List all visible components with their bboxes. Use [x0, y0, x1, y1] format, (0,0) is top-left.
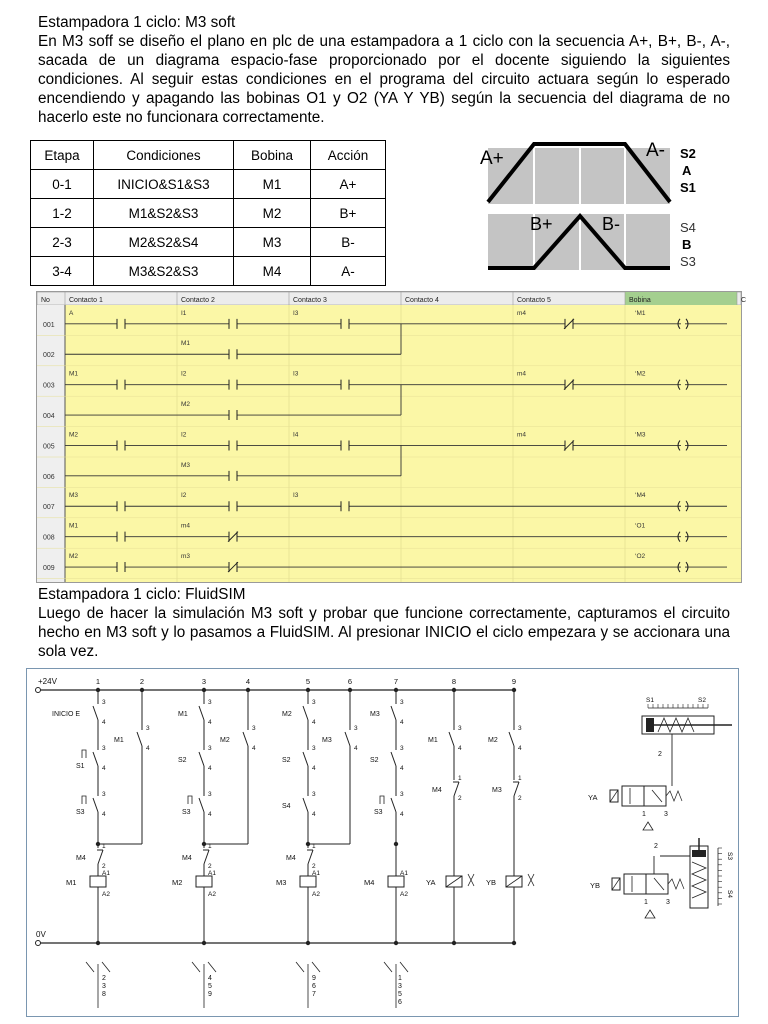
- ladder-coil-label: ‘M2: [635, 370, 646, 378]
- contact-terminal: 4: [312, 765, 316, 772]
- ladder-grid-background: [65, 305, 741, 582]
- port-label: 2: [658, 751, 662, 758]
- coil-terminal: A2: [400, 891, 408, 898]
- relay-coil: [388, 876, 404, 887]
- coil-label: M2: [172, 878, 183, 887]
- table-cell: 1-2: [31, 199, 94, 228]
- contact-terminal: 4: [312, 811, 316, 818]
- sensor-label: S3: [374, 809, 383, 816]
- ladder-contact-label: M1: [181, 340, 191, 348]
- junction-dot: [512, 941, 516, 945]
- phase-label: B+: [530, 214, 553, 234]
- valve-a-right: [644, 786, 666, 806]
- ladder-row-number: 006: [43, 473, 55, 481]
- contact-terminal: 4: [102, 811, 106, 818]
- interlock-label: M4: [432, 787, 442, 794]
- ladder-row-number: 001: [43, 321, 55, 329]
- ladder-contact-label: I4: [293, 431, 299, 439]
- sensor-label: S1: [76, 763, 85, 770]
- ladder-contact-label: M2: [69, 553, 79, 561]
- section1-title: Estampadora 1 ciclo: M3 soft: [38, 14, 236, 31]
- ladder-contact-label: m4: [517, 309, 527, 317]
- interlock-label: M4: [76, 855, 86, 862]
- conditions-table: [30, 140, 386, 286]
- contact-terminal: 4: [208, 765, 212, 772]
- ladder-contact-gap: [341, 319, 349, 329]
- ladder-contact-label: I1: [181, 309, 187, 317]
- crossref-number: 2: [102, 975, 106, 982]
- column-number: 5: [305, 677, 311, 686]
- contact-terminal: 4: [312, 719, 316, 726]
- table-cell: M3&S2&S3: [94, 257, 234, 286]
- table-cell: M4: [234, 257, 311, 286]
- contact-terminal: 2: [518, 795, 522, 802]
- port-label: 2: [654, 843, 658, 850]
- solenoid-label: YA: [588, 793, 598, 802]
- table-cell: 0-1: [31, 170, 94, 199]
- coil-terminal: A1: [312, 870, 320, 877]
- ground-label: 0V: [36, 930, 46, 939]
- table-cell: M3: [234, 228, 311, 257]
- contact-terminal: 4: [400, 719, 404, 726]
- crossref-number: 4: [208, 975, 212, 982]
- ladder-contact-gap: [229, 440, 237, 450]
- contact-terminal: 3: [518, 725, 522, 732]
- contact-terminal: 3: [312, 791, 316, 798]
- section1-body: En M3 soff se diseño el plano en plc de una estampadora a 1 ciclo con la secuencia A+, B+, B-, A-, sacada de un diagrama espacio-fase proporcionado por el docente siguiendo la siguientes condiciones. Al seguir estas condiciones en el programa del circuito actuara según lo esperado encendiendo y apagando las bobinas O1 y O2 (YA Y YB) según la secuencia del diagrama de no hacerlo este no funcionara correctamente.: [38, 33, 730, 126]
- column-number: 1: [95, 677, 101, 686]
- ladder-contact-label: m4: [517, 431, 527, 439]
- interlock-label: M4: [182, 855, 192, 862]
- contact-terminal: 1: [458, 775, 462, 782]
- ladder-header-label: Contacto 5: [517, 297, 551, 304]
- ladder-row-number: 009: [43, 565, 55, 573]
- contact-terminal: 4: [354, 745, 358, 752]
- contact-terminal: 3: [400, 791, 404, 798]
- ladder-contact-label: M2: [181, 401, 191, 409]
- ladder-contact-gap: [117, 562, 125, 572]
- ladder-coil-gap: [681, 502, 685, 510]
- ladder-contact-gap: [117, 380, 125, 390]
- ladder-row-number: 004: [43, 413, 55, 421]
- ladder-contact-label: M1: [69, 522, 79, 530]
- crossref-number: 5: [208, 983, 212, 990]
- ladder-header-label: Contacto 4: [405, 297, 439, 304]
- hold-contact-label: M2: [220, 737, 230, 744]
- sensor-label: S3: [680, 254, 696, 269]
- junction-dot: [306, 941, 310, 945]
- contact-terminal: 1: [208, 843, 212, 850]
- contact-label: M1: [428, 737, 438, 744]
- hold-contact-label: M3: [322, 737, 332, 744]
- ladder-contact-gap: [117, 440, 125, 450]
- contact-terminal: 4: [518, 745, 522, 752]
- table-cell: 3-4: [31, 257, 94, 286]
- column-number: 6: [347, 677, 353, 686]
- contact-label: M1: [178, 711, 188, 718]
- contact-label: M2: [282, 711, 292, 718]
- coil-label: M1: [66, 878, 77, 887]
- ladder-coil-gap: [681, 320, 685, 328]
- table-header: Etapa: [31, 141, 94, 170]
- ladder-diagram: [37, 292, 747, 582]
- ladder-coil-label: ‘M3: [635, 431, 646, 439]
- ladder-coil-label: ‘O2: [635, 553, 646, 561]
- coil-terminal: A2: [102, 891, 110, 898]
- ladder-coil-label: ‘M4: [635, 492, 646, 500]
- ladder-row-number: 003: [43, 382, 55, 390]
- table-header-row: [31, 141, 386, 170]
- table-cell: M2: [234, 199, 311, 228]
- hold-contact-label: M1: [114, 737, 124, 744]
- ladder-coil-gap: [681, 563, 685, 571]
- relay-coil: [196, 876, 212, 887]
- column-number: 4: [245, 677, 251, 686]
- sensor-label: S3: [76, 809, 85, 816]
- contact-terminal: 4: [400, 811, 404, 818]
- table-cell: M1&S2&S3: [94, 199, 234, 228]
- ladder-contact-label: I2: [181, 370, 187, 378]
- coil-terminal: A2: [312, 891, 320, 898]
- table-header: Acción: [311, 141, 386, 170]
- ladder-header-label: Contacto 2: [181, 297, 215, 304]
- junction-dot: [394, 941, 398, 945]
- contact-label: S4: [282, 803, 291, 810]
- junction-dot: [96, 941, 100, 945]
- table-cell: 2-3: [31, 228, 94, 257]
- column-number: 7: [393, 677, 399, 686]
- contact-terminal: 4: [400, 765, 404, 772]
- contact-terminal: 3: [208, 745, 212, 752]
- crossref-number: 9: [208, 991, 212, 998]
- table-cell: M2&S2&S4: [94, 228, 234, 257]
- crossref-number: 8: [102, 991, 106, 998]
- sensor-label: S3: [726, 852, 733, 860]
- ladder-coil-gap: [681, 441, 685, 449]
- ladder-contact-gap: [117, 319, 125, 329]
- fluidsim-circuit: [26, 668, 740, 1018]
- port-label: 1: [644, 899, 648, 906]
- solenoid-label: YB: [486, 878, 497, 887]
- cylinder-label: B: [682, 237, 692, 252]
- ladder-contact-label: m3: [181, 553, 191, 561]
- table-row: [31, 257, 386, 286]
- table-row: [31, 199, 386, 228]
- ladder-contact-label: A: [69, 309, 74, 317]
- junction-dot: [202, 941, 206, 945]
- ladder-contact-gap: [229, 319, 237, 329]
- ladder-contact-label: I2: [181, 492, 187, 500]
- phase-label: A-: [646, 140, 665, 161]
- contact-terminal: 3: [146, 725, 150, 732]
- ladder-contact-gap: [229, 410, 237, 420]
- contact-label: S2: [178, 757, 187, 764]
- contact-terminal: 4: [458, 745, 462, 752]
- sensor-label: S2: [698, 697, 706, 704]
- ladder-contact-label: M2: [69, 431, 79, 439]
- valve-b-left: [624, 874, 646, 894]
- ladder-contact-label: M1: [69, 370, 79, 378]
- coil-terminal: A1: [208, 870, 216, 877]
- valve-b-right: [646, 874, 668, 894]
- ladder-contact-label: M3: [181, 461, 191, 469]
- table-row: [31, 228, 386, 257]
- table-header: Bobina: [234, 141, 311, 170]
- sensor-label: S4: [726, 890, 733, 898]
- ladder-contact-gap: [117, 501, 125, 511]
- sensor-label: S1: [646, 697, 654, 704]
- table-header: Condiciones: [94, 141, 234, 170]
- table-row: [31, 170, 386, 199]
- relay-coil: [90, 876, 106, 887]
- ladder-header-label: Contacto 3: [293, 297, 327, 304]
- supply-label: +24V: [38, 677, 57, 686]
- contact-terminal: 3: [102, 745, 106, 752]
- section2-title: Estampadora 1 ciclo: FluidSIM: [38, 586, 246, 603]
- ladder-contact-gap: [117, 532, 125, 542]
- ladder-coil-label: ‘O1: [635, 522, 646, 530]
- column-number: 9: [511, 677, 517, 686]
- contact-terminal: 1: [102, 843, 106, 850]
- ladder-contact-gap: [229, 380, 237, 390]
- table-cell: INICIO&S1&S3: [94, 170, 234, 199]
- port-label: 3: [664, 811, 668, 818]
- circuit-frame: [27, 669, 739, 1017]
- interlock-label: M4: [286, 855, 296, 862]
- ladder-contact-label: I2: [181, 431, 187, 439]
- ladder-contact-label: I3: [293, 370, 299, 378]
- contact-terminal: 3: [102, 791, 106, 798]
- coil-label: M4: [364, 878, 375, 887]
- ladder-header-label: No: [41, 297, 50, 304]
- contact-terminal: 4: [102, 719, 106, 726]
- contact-terminal: 3: [400, 699, 404, 706]
- contact-terminal: 4: [208, 811, 212, 818]
- contact-terminal: 4: [252, 745, 256, 752]
- coil-terminal: A1: [400, 870, 408, 877]
- contact-terminal: 4: [146, 745, 150, 752]
- port-label: 1: [642, 811, 646, 818]
- sensor-label: S4: [680, 220, 696, 235]
- contact-terminal: 3: [458, 725, 462, 732]
- table-cell: B+: [311, 199, 386, 228]
- sensor-label: S1: [680, 180, 696, 195]
- coil-label: M3: [276, 878, 287, 887]
- contact-terminal: 3: [312, 745, 316, 752]
- ladder-header-label: C: [741, 297, 747, 304]
- contact-terminal: 3: [208, 699, 212, 706]
- cylinder-b-piston: [692, 850, 706, 857]
- phase-label: A+: [480, 148, 504, 169]
- crossref-number: 9: [312, 975, 316, 982]
- ladder-row-number: 008: [43, 534, 55, 542]
- ladder-coil-gap: [681, 533, 685, 541]
- contact-label: INICIO E: [52, 711, 81, 718]
- space-phase-diagram: [470, 138, 740, 278]
- contact-terminal: 3: [252, 725, 256, 732]
- solenoid-label: YA: [426, 878, 436, 887]
- cylinder-a-piston: [646, 718, 654, 732]
- ladder-contact-label: m4: [181, 522, 191, 530]
- contact-terminal: 1: [518, 775, 522, 782]
- solenoid-label: YB: [590, 881, 601, 890]
- ladder-diagram-window: [36, 291, 747, 583]
- crossref-number: 3: [102, 983, 106, 990]
- contact-terminal: 4: [208, 719, 212, 726]
- interlock-label: M3: [492, 787, 502, 794]
- column-number: 2: [139, 677, 145, 686]
- crossref-number: 5: [398, 991, 402, 998]
- contact-label: M2: [488, 737, 498, 744]
- contact-terminal: 2: [458, 795, 462, 802]
- crossref-number: 6: [398, 999, 402, 1006]
- column-number: 8: [451, 677, 457, 686]
- port-label: 3: [666, 899, 670, 906]
- ladder-contact-gap: [229, 471, 237, 481]
- phase-label: B-: [602, 214, 620, 234]
- ladder-contact-gap: [341, 440, 349, 450]
- ladder-contact-label: I3: [293, 309, 299, 317]
- crossref-number: 7: [312, 991, 316, 998]
- ladder-row-number: 005: [43, 443, 55, 451]
- ladder-coil-label: ‘M1: [635, 309, 646, 317]
- sensor-label: S3: [182, 809, 191, 816]
- contact-terminal: 2: [102, 863, 106, 870]
- table-cell: A+: [311, 170, 386, 199]
- contact-terminal: 2: [312, 863, 316, 870]
- junction-dot: [452, 941, 456, 945]
- crossref-number: 1: [398, 975, 402, 982]
- coil-terminal: A2: [208, 891, 216, 898]
- column-number: 3: [201, 677, 207, 686]
- contact-terminal: 3: [102, 699, 106, 706]
- ladder-row-number: 007: [43, 504, 55, 512]
- contact-label: M3: [370, 711, 380, 718]
- crossref-number: 6: [312, 983, 316, 990]
- relay-coil: [300, 876, 316, 887]
- table-cell: B-: [311, 228, 386, 257]
- ladder-contact-gap: [341, 380, 349, 390]
- ladder-contact-gap: [229, 501, 237, 511]
- ladder-coil-gap: [681, 381, 685, 389]
- ladder-contact-label: I3: [293, 492, 299, 500]
- crossref-number: 3: [398, 983, 402, 990]
- ladder-contact-label: m4: [517, 370, 527, 378]
- contact-terminal: 3: [400, 745, 404, 752]
- coil-terminal: A1: [102, 870, 110, 877]
- section2-body: Luego de hacer la simulación M3 soft y probar que funcione correctamente, capturamos el circuito hecho en M3 soft y lo pasamos a FluidSIM. Al presionar INICIO el ciclo empezara y se accionara una sola vez.: [38, 605, 730, 660]
- ladder-contact-gap: [229, 349, 237, 359]
- contact-terminal: 2: [208, 863, 212, 870]
- contact-terminal: 3: [312, 699, 316, 706]
- contact-terminal: 3: [208, 791, 212, 798]
- ladder-header-label: Contacto 1: [69, 297, 103, 304]
- table-cell: M1: [234, 170, 311, 199]
- ladder-contact-gap: [341, 501, 349, 511]
- valve-a-left: [622, 786, 644, 806]
- ladder-contact-label: M3: [69, 492, 79, 500]
- contact-terminal: 1: [312, 843, 316, 850]
- cylinder-label: A: [682, 163, 692, 178]
- ladder-header-label: Bobina: [629, 297, 651, 304]
- contact-label: S2: [370, 757, 379, 764]
- contact-terminal: 3: [354, 725, 358, 732]
- sensor-label: S2: [680, 146, 696, 161]
- ladder-row-number: 002: [43, 352, 55, 360]
- contact-label: S2: [282, 757, 291, 764]
- contact-terminal: 4: [102, 765, 106, 772]
- table-cell: A-: [311, 257, 386, 286]
